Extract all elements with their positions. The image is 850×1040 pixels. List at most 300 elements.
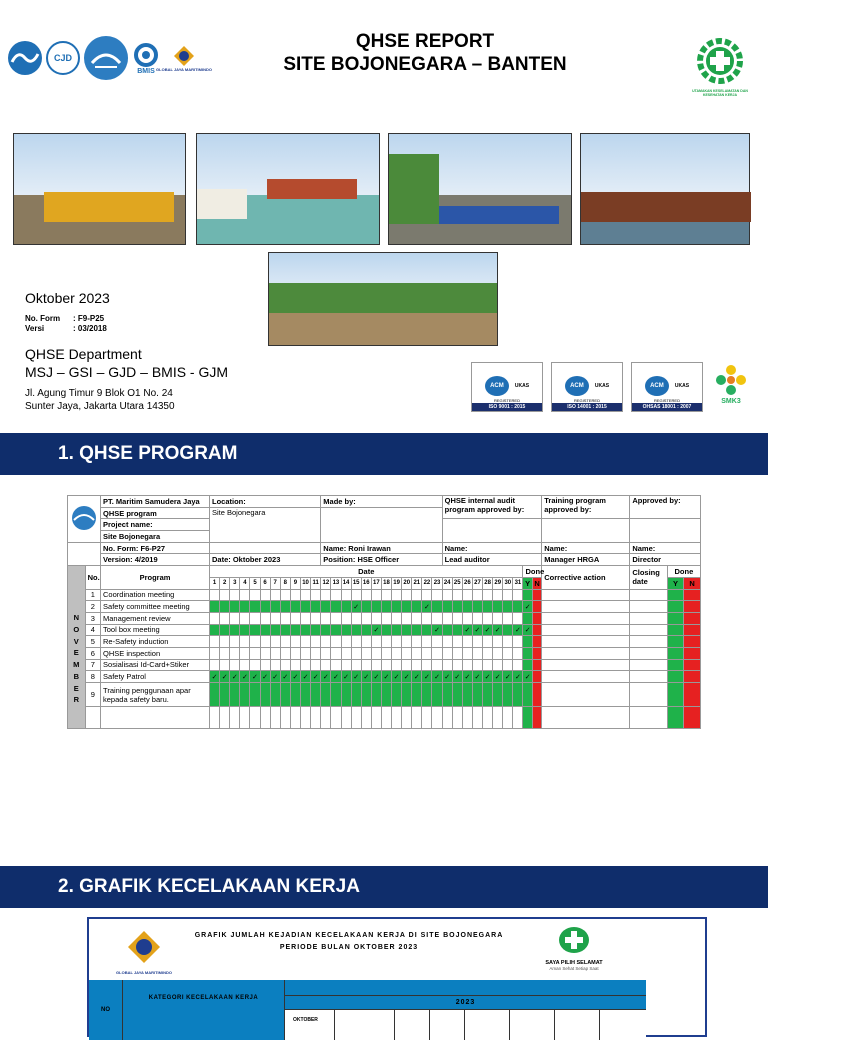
certificate-row <box>471 362 751 412</box>
qhse-program-table <box>67 495 701 729</box>
day-number: 2 <box>220 577 230 589</box>
done2-n <box>684 659 701 671</box>
day-cell <box>341 647 351 659</box>
day-cell <box>230 612 240 624</box>
day-cell <box>513 636 523 648</box>
empty-day <box>220 707 230 729</box>
day-cell <box>260 612 270 624</box>
day-number: 26 <box>462 577 472 589</box>
day-cell <box>311 624 321 636</box>
day-cell <box>300 636 310 648</box>
day-number: 29 <box>493 577 503 589</box>
empty-day <box>341 707 351 729</box>
day-cell <box>483 659 493 671</box>
day-cell <box>442 624 452 636</box>
day-cell <box>351 647 361 659</box>
day-cell <box>250 647 260 659</box>
day-check: ✓ <box>260 671 270 683</box>
day-cell <box>351 683 361 707</box>
day-cell <box>381 589 391 601</box>
day-cell <box>361 683 371 707</box>
day-check: ✓ <box>503 671 513 683</box>
corrective-cell <box>542 601 630 613</box>
day-check: ✓ <box>392 671 402 683</box>
month-letter: B <box>73 671 80 681</box>
audit-approved-label: QHSE internal audit program approved by: <box>442 496 542 519</box>
done2-y <box>667 612 684 624</box>
name-audit: Name: <box>442 542 542 554</box>
month-letter: R <box>73 695 80 705</box>
day-check: ✓ <box>472 624 482 636</box>
day-number: 8 <box>280 577 290 589</box>
section2-banner: 2. GRAFIK KECELAKAAN KERJA <box>0 866 768 908</box>
day-check: ✓ <box>513 671 523 683</box>
day-cell <box>341 659 351 671</box>
closing-cell <box>630 659 667 671</box>
done-n <box>532 612 541 624</box>
day-cell <box>503 624 513 636</box>
day-cell <box>341 683 351 707</box>
day-cell <box>240 612 250 624</box>
chart-title <box>169 930 529 954</box>
empty-day <box>280 707 290 729</box>
department-block <box>25 345 228 381</box>
day-cell <box>381 659 391 671</box>
day-number: 30 <box>503 577 513 589</box>
col-corrective: Corrective action <box>542 566 630 589</box>
day-cell <box>250 612 260 624</box>
day-cell <box>392 612 402 624</box>
day-cell <box>300 601 310 613</box>
k3-caption: UTAMAKAN KESELAMATAN DAN KESEHATAN KERJA <box>692 89 748 97</box>
month-vertical <box>68 566 86 729</box>
corrective-cell <box>542 683 630 707</box>
done2-y <box>667 659 684 671</box>
day-cell <box>240 659 250 671</box>
day-cell <box>493 683 503 707</box>
accident-chart-panel <box>87 917 707 1037</box>
program-name-cell: Sosialisasi Id-Card+Stiker <box>101 659 210 671</box>
day-cell <box>290 636 300 648</box>
registered-label: REGISTERED <box>493 398 520 403</box>
training-blank <box>542 519 630 542</box>
day-cell <box>392 624 402 636</box>
acm-badge: ACM <box>565 376 589 396</box>
day-cell <box>260 624 270 636</box>
day-cell <box>503 636 513 648</box>
day-number: 4 <box>240 577 250 589</box>
day-cell <box>321 589 331 601</box>
day-cell <box>513 647 523 659</box>
day-number: 18 <box>381 577 391 589</box>
chart-title-line2: PERIODE BULAN OKTOBER 2023 <box>279 944 419 951</box>
day-check: ✓ <box>422 671 432 683</box>
program-no: 9 <box>85 683 100 707</box>
program-row <box>68 589 701 601</box>
day-cell <box>351 589 361 601</box>
day-cell <box>513 612 523 624</box>
done-n <box>532 624 541 636</box>
day-cell <box>381 612 391 624</box>
day-check: ✓ <box>371 671 381 683</box>
address-line1: Jl. Agung Timur 9 Blok O1 No. 24 <box>25 388 173 399</box>
day-cell <box>220 636 230 648</box>
day-check: ✓ <box>331 671 341 683</box>
day-cell <box>361 636 371 648</box>
day-cell <box>280 624 290 636</box>
photo-hillside-fence <box>268 252 498 346</box>
location-label: Location: <box>210 496 321 508</box>
day-cell <box>250 589 260 601</box>
day-cell <box>240 589 250 601</box>
empty-y2 <box>667 707 684 729</box>
msj-wave-logo-icon <box>71 505 97 531</box>
gjm-emblem-icon <box>124 929 164 965</box>
empty-corrective <box>542 707 630 729</box>
day-cell <box>290 589 300 601</box>
done-n <box>532 601 541 613</box>
empty-program <box>101 707 210 729</box>
done-n <box>532 636 541 648</box>
day-cell <box>361 647 371 659</box>
day-cell <box>341 601 351 613</box>
day-check: ✓ <box>412 671 422 683</box>
empty-day <box>422 707 432 729</box>
corrective-cell <box>542 671 630 683</box>
day-cell <box>513 683 523 707</box>
day-cell <box>290 624 300 636</box>
empty-day <box>412 707 422 729</box>
day-number: 11 <box>311 577 321 589</box>
day-cell <box>452 683 462 707</box>
day-cell <box>442 683 452 707</box>
chart-col-kategori: KATEGORI KECELAKAAN KERJA <box>123 980 285 1040</box>
day-cell <box>371 612 381 624</box>
empty-day <box>472 707 482 729</box>
day-check: ✓ <box>513 624 523 636</box>
day-cell <box>250 624 260 636</box>
k3-cross-gear-icon <box>696 38 744 84</box>
day-cell <box>442 647 452 659</box>
col-closing: Closing date <box>630 566 667 589</box>
approved-blank <box>630 519 701 542</box>
program-no: 8 <box>85 671 100 683</box>
address-block <box>25 387 175 413</box>
day-check: ✓ <box>483 671 493 683</box>
day-number: 31 <box>513 577 523 589</box>
day-cell <box>220 683 230 707</box>
month-letter: M <box>73 660 80 670</box>
day-cell <box>503 647 513 659</box>
day-check: ✓ <box>270 671 280 683</box>
day-cell <box>361 601 371 613</box>
location-blank <box>210 542 321 554</box>
day-cell <box>432 589 442 601</box>
day-cell <box>462 612 472 624</box>
day-cell <box>311 659 321 671</box>
day-number: 9 <box>290 577 300 589</box>
empty-day <box>321 707 331 729</box>
chart-month-row <box>285 1010 646 1040</box>
day-cell <box>412 624 422 636</box>
day-cell <box>311 683 321 707</box>
day-check: ✓ <box>452 671 462 683</box>
date-label: Date: Oktober 2023 <box>210 554 321 566</box>
empty-day <box>493 707 503 729</box>
empty-closing <box>630 707 667 729</box>
day-cell <box>270 612 280 624</box>
form-label: No. Form <box>25 314 61 323</box>
day-cell <box>422 683 432 707</box>
day-cell <box>300 659 310 671</box>
program-no: 4 <box>85 624 100 636</box>
day-cell <box>270 624 280 636</box>
day-cell <box>462 659 472 671</box>
day-check: ✓ <box>321 671 331 683</box>
saya-pilih-selamat-logo <box>539 925 609 971</box>
day-cell <box>422 612 432 624</box>
day-cell <box>280 659 290 671</box>
program-row <box>68 659 701 671</box>
day-check: ✓ <box>361 671 371 683</box>
day-cell <box>250 659 260 671</box>
day-cell <box>472 601 482 613</box>
day-cell <box>210 683 220 707</box>
day-number: 25 <box>452 577 462 589</box>
done2-y <box>667 589 684 601</box>
day-cell <box>493 612 503 624</box>
chart-title-line1: GRAFIK JUMLAH KEJADIAN KECELAKAAN KERJA DI SITE BOJONEGARA <box>194 932 504 939</box>
done-y <box>523 659 532 671</box>
day-cell <box>331 683 341 707</box>
day-cell <box>493 589 503 601</box>
day-cell <box>220 601 230 613</box>
day-cell <box>210 624 220 636</box>
day-cell <box>351 659 361 671</box>
day-check: ✓ <box>432 671 442 683</box>
empty-day <box>250 707 260 729</box>
day-cell <box>381 647 391 659</box>
day-cell <box>341 624 351 636</box>
project-value: Site Bojonegara <box>101 531 210 543</box>
day-cell <box>280 683 290 707</box>
corrective-cell <box>542 659 630 671</box>
day-cell <box>402 624 412 636</box>
form-value: : F9-P25 <box>73 314 105 323</box>
empty-day <box>311 707 321 729</box>
cert-number: ISO 9001 : 2015 <box>472 403 542 411</box>
program-name-cell: QHSE inspection <box>101 647 210 659</box>
day-cell <box>240 601 250 613</box>
day-number: 27 <box>472 577 482 589</box>
done2-n <box>684 589 701 601</box>
day-cell <box>472 647 482 659</box>
closing-cell <box>630 671 667 683</box>
program-no: 2 <box>85 601 100 613</box>
day-cell <box>371 647 381 659</box>
month-letter: E <box>73 648 79 658</box>
director: Director <box>630 554 701 566</box>
day-cell <box>432 647 442 659</box>
closing-cell <box>630 601 667 613</box>
program-name: QHSE program <box>101 507 210 519</box>
day-cell <box>472 683 482 707</box>
closing-cell <box>630 589 667 601</box>
empty-day <box>270 707 280 729</box>
day-cell <box>331 636 341 648</box>
day-cell <box>210 589 220 601</box>
day-cell <box>412 636 422 648</box>
done2-y <box>667 647 684 659</box>
empty-day <box>351 707 361 729</box>
day-cell <box>270 647 280 659</box>
day-cell <box>230 636 240 648</box>
empty-y <box>523 707 532 729</box>
day-cell <box>371 683 381 707</box>
versi-value: : 03/2018 <box>73 324 107 333</box>
day-number: 24 <box>442 577 452 589</box>
day-cell <box>442 612 452 624</box>
day-cell <box>472 659 482 671</box>
program-name-cell: Training penggunaan apar kepada safety baru. <box>101 683 210 707</box>
msj-logo-cell <box>68 496 101 543</box>
done-y <box>523 589 532 601</box>
empty-day <box>432 707 442 729</box>
cert-iso14001 <box>551 362 623 412</box>
day-check: ✓ <box>472 671 482 683</box>
day-cell <box>250 601 260 613</box>
day-cell <box>432 659 442 671</box>
version: Version: 4/2019 <box>101 554 210 566</box>
empty-day <box>442 707 452 729</box>
day-cell <box>503 683 513 707</box>
done2-n <box>684 683 701 707</box>
empty-day <box>381 707 391 729</box>
day-cell <box>462 647 472 659</box>
done2-n <box>684 624 701 636</box>
day-check: ✓ <box>371 624 381 636</box>
done-n <box>532 659 541 671</box>
day-cell <box>280 589 290 601</box>
day-cell <box>422 589 432 601</box>
done2-n <box>684 612 701 624</box>
corrective-cell <box>542 647 630 659</box>
program-no: 3 <box>85 612 100 624</box>
registered-label: REGISTERED <box>653 398 680 403</box>
report-title-line2: SITE BOJONEGARA – BANTEN <box>283 54 567 75</box>
day-cell <box>311 601 321 613</box>
day-number: 19 <box>392 577 402 589</box>
day-cell <box>392 659 402 671</box>
day-number: 23 <box>432 577 442 589</box>
corrective-cell <box>542 624 630 636</box>
day-cell <box>240 624 250 636</box>
training-approved-label: Training program approved by: <box>542 496 630 519</box>
lead-auditor: Lead auditor <box>442 554 542 566</box>
program-row <box>68 647 701 659</box>
day-cell <box>371 636 381 648</box>
day-cell <box>280 601 290 613</box>
day-cell <box>483 589 493 601</box>
cert-number: OHSAS 18001 : 2007 <box>632 403 702 411</box>
day-cell <box>260 647 270 659</box>
day-cell <box>210 659 220 671</box>
day-cell <box>220 624 230 636</box>
empty-day <box>290 707 300 729</box>
day-cell <box>503 659 513 671</box>
program-name-cell: Re-Safety induction <box>101 636 210 648</box>
done2-n <box>684 636 701 648</box>
month-letter: E <box>73 683 79 693</box>
day-number: 3 <box>230 577 240 589</box>
empty-day <box>452 707 462 729</box>
day-cell <box>381 601 391 613</box>
day-cell <box>311 636 321 648</box>
day-cell <box>462 636 472 648</box>
day-check: ✓ <box>462 671 472 683</box>
day-cell <box>452 647 462 659</box>
cover-month: Oktober 2023 <box>25 290 110 306</box>
safety-cross-icon <box>557 925 591 955</box>
done2-y <box>667 601 684 613</box>
day-cell <box>341 589 351 601</box>
col-y2: Y <box>667 577 684 589</box>
department-name: QHSE Department <box>25 346 142 362</box>
program-name-cell: Safety committee meeting <box>101 601 210 613</box>
day-cell <box>392 647 402 659</box>
day-cell <box>412 612 422 624</box>
day-cell <box>300 589 310 601</box>
day-check: ✓ <box>381 671 391 683</box>
program-no: 1 <box>85 589 100 601</box>
closing-cell <box>630 683 667 707</box>
day-cell <box>412 589 422 601</box>
day-cell <box>432 636 442 648</box>
day-cell <box>472 589 482 601</box>
day-cell <box>483 647 493 659</box>
program-row <box>68 624 701 636</box>
done-y <box>523 683 532 707</box>
project-label: Project name: <box>101 519 210 531</box>
day-cell <box>493 647 503 659</box>
done-y: ✓ <box>523 671 532 683</box>
day-cell <box>321 683 331 707</box>
day-cell <box>260 601 270 613</box>
empty-n <box>532 707 541 729</box>
day-cell <box>341 612 351 624</box>
day-cell <box>290 683 300 707</box>
day-cell <box>422 647 432 659</box>
smk3-text: SMK3 <box>721 398 741 405</box>
done-y: ✓ <box>523 624 532 636</box>
gjm-logo-text: GLOBAL JAYA MARITIMINDO <box>156 66 212 72</box>
day-cell <box>270 601 280 613</box>
done2-n <box>684 671 701 683</box>
day-cell <box>412 659 422 671</box>
day-cell <box>220 647 230 659</box>
ukas-badge: UKAS <box>674 383 690 389</box>
program-name-cell: Management review <box>101 612 210 624</box>
done2-n <box>684 647 701 659</box>
day-cell <box>280 636 290 648</box>
day-cell <box>210 612 220 624</box>
program-row <box>68 601 701 613</box>
photo-trailers <box>388 133 572 245</box>
day-check: ✓ <box>220 671 230 683</box>
day-check: ✓ <box>402 671 412 683</box>
done2-y <box>667 671 684 683</box>
day-cell <box>371 659 381 671</box>
